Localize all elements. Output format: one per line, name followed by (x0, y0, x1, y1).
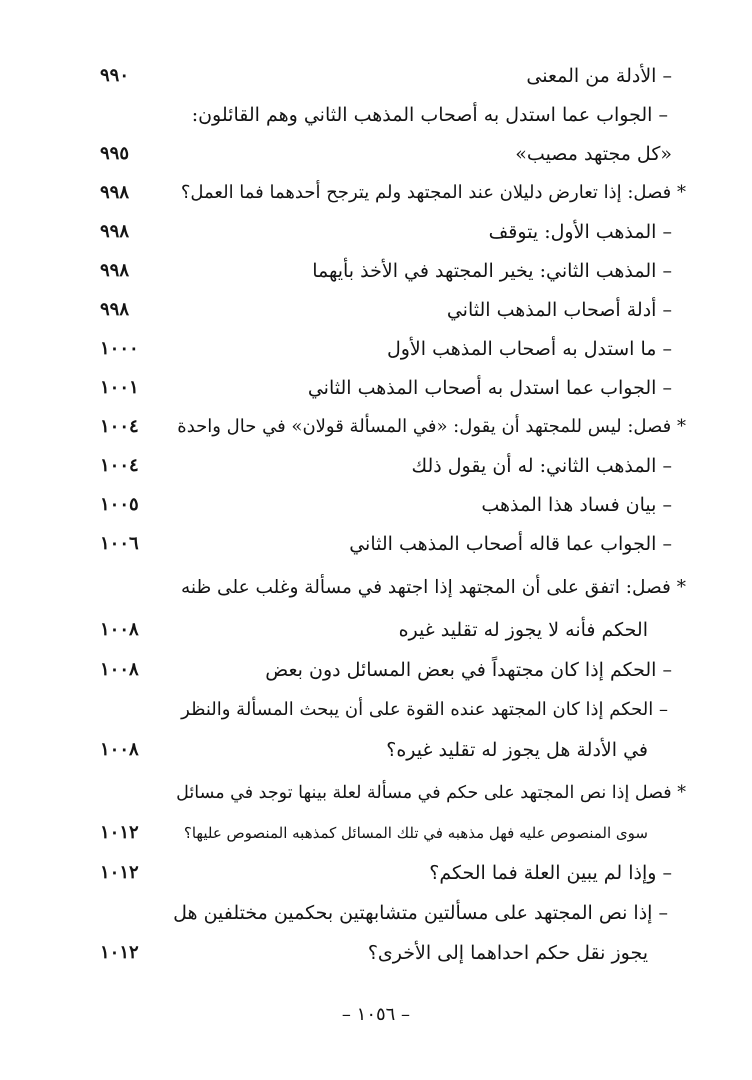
toc-row (0, 775, 752, 811)
toc-entry: يجوز نقل حكم احداهما إلى الأخرى؟ (367, 942, 648, 964)
toc-entry: – المذهب الثاني: له أن يقول ذلك (411, 455, 672, 477)
toc-page-number: ١٠٠٥ (100, 494, 139, 515)
toc-page-number: ١٠٠٨ (100, 619, 139, 640)
page-number-footer: – ١٠٥٦ – (341, 1004, 411, 1025)
toc-row (0, 526, 752, 562)
toc-row (0, 409, 752, 445)
toc-entry: – المذهب الثاني: يخير المجتهد في الأخذ بأيهما (312, 260, 672, 282)
toc-row (0, 815, 752, 851)
toc-entry: – المذهب الأول: يتوقف (488, 221, 672, 243)
toc-page-number: ١٠٠٠ (100, 338, 139, 359)
toc-page-number: ١٠١٢ (100, 942, 139, 963)
toc-row (0, 331, 752, 367)
toc-entry: – ما استدل به أصحاب المذهب الأول (386, 338, 672, 360)
toc-page-number: ١٠٠٤ (100, 455, 139, 476)
toc-entry: سوى المنصوص عليه فهل مذهبه في تلك المسائل كمذهبه المنصوص عليها؟ (183, 824, 648, 842)
toc-entry: – الأدلة من المعنى (526, 65, 672, 87)
toc-page-number: ٩٩٨ (100, 221, 130, 242)
toc-row (0, 652, 752, 688)
toc-entry: الحكم فأنه لا يجوز له تقليد غيره (398, 619, 648, 641)
toc-entry: * فصل: اتفق على أن المجتهد إذا اجتهد في مسألة وغلب على ظنه (180, 577, 686, 598)
toc-entry: – وإذا لم يبين العلة فما الحكم؟ (429, 862, 672, 884)
toc-row (0, 612, 752, 648)
toc-page-number: ٩٩٥ (100, 143, 130, 164)
toc-entry: – الحكم إذا كان مجتهداً في بعض المسائل دون بعض (265, 659, 672, 681)
toc-row (0, 692, 752, 728)
toc-row (0, 448, 752, 484)
toc-page-number: ٩٩٨ (100, 260, 130, 281)
toc-page-number: ٩٩٠ (100, 65, 130, 86)
toc-row (0, 487, 752, 523)
toc-entry: – الجواب عما استدل به أصحاب المذهب الثاني وهم القائلون: (191, 104, 668, 126)
toc-page-number: ١٠٠٦ (100, 533, 139, 554)
toc-page-number: ١٠١٢ (100, 822, 139, 843)
toc-row (0, 855, 752, 891)
toc-entry: – إذا نص المجتهد على مسألتين متشابهتين بحكمين مختلفين هل (173, 902, 668, 924)
toc-row (0, 935, 752, 971)
toc-row (0, 175, 752, 211)
toc-page-number: ١٠١٢ (100, 862, 139, 883)
toc-page-number: ١٠٠١ (100, 377, 139, 398)
toc-entry: – أدلة أصحاب المذهب الثاني (446, 299, 672, 321)
toc-row (0, 58, 752, 94)
toc-entry: – الجواب عما قاله أصحاب المذهب الثاني (349, 533, 672, 555)
toc-row (0, 253, 752, 289)
toc-row (0, 97, 752, 133)
toc-page-number: ١٠٠٨ (100, 739, 139, 760)
toc-row (0, 370, 752, 406)
toc-row (0, 214, 752, 250)
toc-row (0, 895, 752, 931)
toc-entry: * فصل: إذا تعارض دليلان عند المجتهد ولم يترجح أحدهما فما العمل؟ (180, 182, 686, 203)
toc-row (0, 136, 752, 172)
toc-page-number: ١٠٠٤ (100, 416, 139, 437)
toc-row (0, 570, 752, 606)
toc-page-number: ١٠٠٨ (100, 659, 139, 680)
toc-entry: «كل مجتهد مصيب» (515, 143, 672, 165)
toc-row (0, 292, 752, 328)
toc-row (0, 732, 752, 768)
toc-page-number: ٩٩٨ (100, 299, 130, 320)
toc-entry: * فصل: ليس للمجتهد أن يقول: «في المسألة قولان» في حال واحدة (177, 416, 686, 437)
toc-entry: في الأدلة هل يجوز له تقليد غيره؟ (386, 739, 648, 761)
toc-entry: – بيان فساد هذا المذهب (481, 494, 672, 516)
toc-entry: * فصل إذا نص المجتهد على حكم في مسألة لعلة بينها توجد في مسائل (176, 783, 686, 803)
toc-entry: – الجواب عما استدل به أصحاب المذهب الثاني (307, 377, 672, 399)
toc-page-number: ٩٩٨ (100, 182, 130, 203)
toc-entry: – الحكم إذا كان المجتهد عنده القوة على أن يبحث المسألة والنظر (181, 699, 668, 720)
